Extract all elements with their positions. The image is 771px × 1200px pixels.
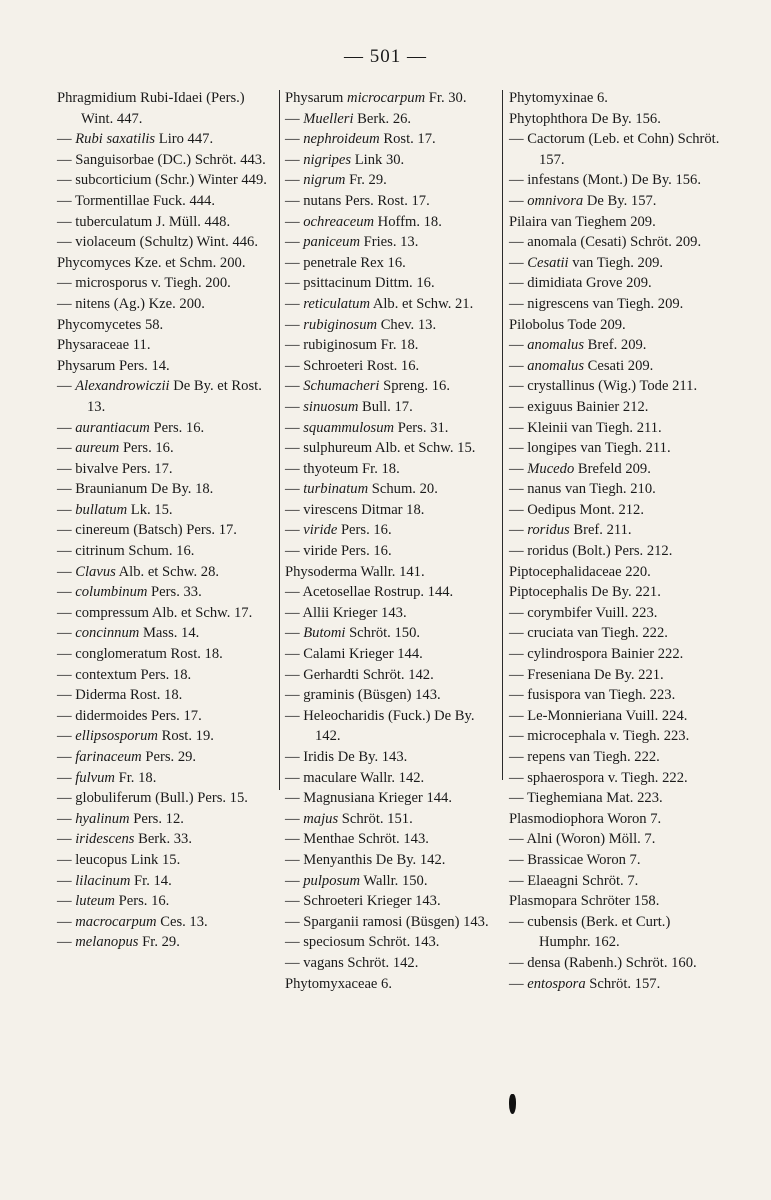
- index-subentry: [285, 953, 499, 974]
- index-entry: [509, 891, 723, 912]
- italic-epithet: aurantiacum: [75, 419, 150, 436]
- index-subentry: [509, 871, 723, 892]
- index-entry: [285, 974, 499, 995]
- entry-text: Alni (Woron) Möll. 7.: [526, 831, 656, 848]
- entry-text: Pers. 33.: [147, 584, 202, 601]
- index-subentry: [509, 623, 723, 644]
- index-subentry: [57, 891, 273, 912]
- entry-text: cylindrospora Bainier 222.: [527, 646, 684, 663]
- index-subentry: [285, 891, 499, 912]
- index-subentry: [57, 376, 273, 417]
- index-entry: [509, 582, 723, 603]
- entry-text: Pers. 16.: [119, 440, 174, 457]
- index-subentry: [285, 418, 499, 439]
- entry-text: microsporus v. Tiegh. 200.: [75, 275, 231, 292]
- index-subentry: [57, 706, 273, 727]
- index-subentry: [57, 685, 273, 706]
- index-subentry: [57, 418, 273, 439]
- ink-blot: [509, 1094, 516, 1114]
- italic-epithet: luteum: [75, 893, 115, 910]
- page-number: — 501 —: [344, 46, 427, 67]
- entry-text: Pilaira van Tieghem 209.: [509, 213, 656, 230]
- entry-text: Plasmodiophora Woron 7.: [509, 810, 662, 827]
- entry-text: Liro 447.: [155, 131, 214, 148]
- entry-text: Pers. 16.: [337, 522, 392, 539]
- index-subentry: [57, 850, 273, 871]
- index-subentry: [509, 191, 723, 212]
- entry-text: Schröt. 157.: [585, 975, 661, 992]
- entry-text: Tieghemiana Mat. 223.: [526, 790, 663, 807]
- entry-text: sulphureum Alb. et Schw. 15.: [303, 440, 476, 457]
- italic-epithet: paniceum: [303, 234, 360, 251]
- entry-text: Pers. 12.: [129, 810, 184, 827]
- entry-text: conglomeratum Rost. 18.: [75, 646, 223, 663]
- entry-text: Calami Krieger 144.: [303, 646, 423, 663]
- entry-text: Menyanthis De By. 142.: [303, 851, 446, 868]
- index-subentry: [509, 129, 723, 170]
- italic-epithet: melanopus: [75, 934, 139, 951]
- italic-epithet: pulposum: [303, 872, 361, 889]
- italic-epithet: Clavus: [75, 563, 116, 580]
- index-subentry: [57, 294, 273, 315]
- index-subentry: [509, 541, 723, 562]
- entry-text: Iridis De By. 143.: [303, 749, 408, 765]
- entry-text: Phytophthora De By. 156.: [509, 110, 661, 127]
- entry-text: Tormentillae Fuck. 444.: [74, 192, 216, 209]
- index-entry: [57, 253, 273, 274]
- entry-text: vagans Schröt. 142.: [303, 954, 419, 971]
- column-divider: [502, 90, 503, 780]
- index-subentry: [285, 582, 499, 603]
- entry-text: Sparganii ramosi (Büsgen) 143.: [303, 913, 489, 930]
- index-subentry: [285, 603, 499, 624]
- index-column-3: [509, 88, 723, 994]
- index-subentry: [57, 912, 273, 933]
- index-entry: [57, 335, 273, 356]
- index-subentry: [285, 788, 499, 809]
- entry-text: Bull. 17.: [358, 398, 413, 415]
- index-subentry: [509, 294, 723, 315]
- index-subentry: [285, 438, 499, 459]
- italic-epithet: farinaceum: [75, 749, 142, 765]
- entry-text: Physarum Pers. 14.: [57, 357, 170, 374]
- italic-epithet: ellipsosporum: [75, 728, 158, 745]
- entry-text: Le-Monnieriana Vuill. 224.: [527, 707, 688, 724]
- entry-text: Fr. 29.: [345, 172, 387, 189]
- entry-text: nutans Pers. Rost. 17.: [303, 192, 430, 209]
- index-subentry: [57, 150, 273, 171]
- entry-text: Piptocephalidaceae 220.: [509, 563, 651, 580]
- entry-text: Phycomycetes 58.: [57, 316, 164, 333]
- index-subentry: [285, 273, 499, 294]
- entry-text: cruciata van Tiegh. 222.: [527, 625, 668, 642]
- italic-epithet: iridescens: [75, 831, 135, 848]
- index-subentry: [285, 665, 499, 686]
- italic-epithet: Mucedo: [527, 460, 575, 477]
- entry-text: virescens Ditmar 18.: [303, 501, 425, 518]
- italic-epithet: reticulatum: [303, 295, 370, 312]
- entry-text: bivalve Pers. 17.: [75, 460, 173, 477]
- entry-text: Phragmidium Rubi-Idaei (Pers.) Wint. 447.: [57, 90, 245, 127]
- index-subentry: [57, 191, 273, 212]
- index-subentry: [57, 541, 273, 562]
- entry-text: Cactorum (Leb. et Cohn) Schröt. 157.: [527, 131, 720, 168]
- entry-text: leucopus Link 15.: [75, 851, 181, 868]
- entry-text: cubensis (Berk. et Curt.) Humphr. 162.: [527, 913, 671, 951]
- entry-text: Pers. 31.: [394, 419, 449, 436]
- entry-text: Fries. 13.: [360, 234, 419, 251]
- index-subentry: [509, 356, 723, 377]
- index-subentry: [285, 191, 499, 212]
- entry-text: Brassicae Woron 7.: [527, 851, 641, 868]
- italic-epithet: nigrum: [303, 172, 346, 189]
- entry-text: Braunianum De By. 18.: [75, 481, 214, 498]
- italic-epithet: bullatum: [75, 501, 128, 518]
- index-subentry: [509, 418, 723, 439]
- entry-text: Mass. 14.: [139, 625, 200, 642]
- entry-text: Rost. 17.: [379, 131, 436, 148]
- index-subentry: [285, 109, 499, 130]
- index-subentry: [57, 273, 273, 294]
- italic-epithet: squammulosum: [303, 419, 395, 436]
- entry-text: Phytomyxinae 6.: [509, 90, 608, 106]
- index-subentry: [509, 644, 723, 665]
- index-subentry: [509, 500, 723, 521]
- entry-text: Phytomyxaceae 6.: [285, 975, 392, 992]
- italic-epithet: anomalus: [527, 357, 585, 374]
- entry-text: Berk. 33.: [134, 831, 192, 848]
- entry-text: Spreng. 16.: [379, 378, 450, 395]
- entry-text: sphaerospora v. Tiegh. 222.: [527, 769, 688, 786]
- entry-text: penetrale Rex 16.: [303, 254, 406, 271]
- entry-text: viride Pers. 16.: [303, 543, 392, 560]
- entry-text: maculare Wallr. 142.: [303, 769, 425, 786]
- entry-text: Menthae Schröt. 143.: [303, 831, 429, 848]
- entry-text: graminis (Büsgen) 143.: [303, 687, 441, 704]
- entry-text: cinereum (Batsch) Pers. 17.: [75, 522, 237, 539]
- index-subentry: [285, 376, 499, 397]
- index-entry: [57, 356, 273, 377]
- index-entry: [509, 109, 723, 130]
- index-subentry: [509, 829, 723, 850]
- index-subentry: [285, 706, 499, 747]
- index-subentry: [285, 397, 499, 418]
- entry-text: Allii Krieger 143.: [302, 604, 407, 621]
- entry-text: violaceum (Schultz) Wint. 446.: [75, 234, 258, 251]
- index-subentry: [57, 623, 273, 644]
- entry-text: Sanguisorbae (DC.) Schröt. 443.: [75, 151, 266, 168]
- index-subentry: [509, 850, 723, 871]
- index-subentry: [285, 644, 499, 665]
- index-subentry: [285, 809, 499, 830]
- entry-text: anomala (Cesati) Schröt. 209.: [527, 234, 702, 251]
- italic-epithet: majus: [303, 810, 339, 827]
- index-subentry: [285, 829, 499, 850]
- index-subentry: [57, 479, 273, 500]
- entry-text: repens van Tiegh. 222.: [527, 749, 660, 765]
- index-subentry: [509, 747, 723, 768]
- index-subentry: [509, 170, 723, 191]
- entry-text: Magnusiana Krieger 144.: [303, 790, 452, 807]
- italic-epithet: turbinatum: [303, 481, 369, 498]
- entry-text: Bref. 211.: [569, 522, 632, 539]
- index-subentry: [285, 932, 499, 953]
- italic-epithet: Cesatii: [527, 254, 569, 271]
- index-subentry: [57, 500, 273, 521]
- index-subentry: [285, 850, 499, 871]
- entry-text: Bref. 209.: [584, 337, 647, 354]
- italic-epithet: sinuosum: [303, 398, 359, 415]
- entry-text: Hoffm. 18.: [374, 213, 442, 230]
- index-subentry: [509, 768, 723, 789]
- entry-text: Rost. 19.: [157, 728, 214, 745]
- index-subentry: [285, 253, 499, 274]
- index-subentry: [509, 335, 723, 356]
- index-subentry: [285, 747, 499, 768]
- entry-text: Physaraceae 11.: [57, 337, 151, 354]
- index-subentry: [509, 273, 723, 294]
- index-subentry: [509, 726, 723, 747]
- index-subentry: [509, 253, 723, 274]
- index-subentry: [285, 479, 499, 500]
- index-entry: [285, 88, 499, 109]
- index-subentry: [57, 603, 273, 624]
- index-subentry: [57, 665, 273, 686]
- entry-text: tuberculatum J. Müll. 448.: [75, 213, 231, 230]
- index-subentry: [57, 212, 273, 233]
- entry-text: Physarum: [285, 90, 348, 106]
- entry-text: speciosum Schröt. 143.: [303, 934, 440, 951]
- entry-text: Elaeagni Schröt. 7.: [527, 872, 639, 889]
- index-subentry: [57, 582, 273, 603]
- italic-epithet: Muelleri: [303, 110, 354, 127]
- italic-epithet: macrocarpum: [75, 913, 157, 930]
- index-entry: [509, 562, 723, 583]
- entry-text: Schroeteri Rost. 16.: [303, 357, 420, 374]
- index-subentry: [285, 212, 499, 233]
- index-subentry: [509, 685, 723, 706]
- index-subentry: [57, 809, 273, 830]
- index-subentry: [509, 438, 723, 459]
- entry-text: Schröt. 151.: [338, 810, 413, 827]
- index-subentry: [509, 665, 723, 686]
- italic-epithet: nephroideum: [303, 131, 380, 148]
- entry-text: Phycomyces Kze. et Schm. 200.: [57, 254, 246, 271]
- entry-text: Alb. et Schw. 28.: [115, 563, 220, 580]
- entry-text: longipes van Tiegh. 211.: [527, 440, 671, 457]
- entry-text: Schum. 20.: [368, 481, 438, 498]
- index-subentry: [57, 520, 273, 541]
- italic-epithet: microcarpum: [347, 90, 426, 106]
- entry-text: subcorticium (Schr.) Winter 449.: [75, 172, 267, 189]
- entry-text: Berk. 26.: [353, 110, 412, 127]
- italic-epithet: anomalus: [527, 337, 585, 354]
- index-subentry: [285, 170, 499, 191]
- index-subentry: [57, 129, 273, 150]
- index-subentry: [509, 974, 723, 995]
- index-subentry: [57, 747, 273, 768]
- entry-text: didermoides Pers. 17.: [75, 707, 202, 724]
- italic-epithet: hyalinum: [75, 810, 130, 827]
- entry-text: Kleinii van Tiegh. 211.: [527, 419, 662, 436]
- entry-text: psittacinum Dittm. 16.: [303, 275, 435, 292]
- italic-epithet: columbinum: [75, 584, 148, 601]
- italic-epithet: Alexandrowiczii: [75, 378, 170, 395]
- index-subentry: [57, 459, 273, 480]
- italic-epithet: viride: [303, 522, 338, 539]
- entry-text: Fr. 14.: [130, 872, 172, 889]
- index-column-2: [285, 88, 499, 994]
- index-subentry: [285, 871, 499, 892]
- entry-text: dimidiata Grove 209.: [527, 275, 652, 292]
- italic-epithet: ochreaceum: [303, 213, 375, 230]
- entry-text: Pers. 29.: [141, 749, 197, 765]
- entry-text: citrinum Schum. 16.: [75, 543, 195, 560]
- index-subentry: [285, 129, 499, 150]
- column-divider: [279, 90, 280, 790]
- entry-text: nigrescens van Tiegh. 209.: [527, 295, 684, 312]
- italic-epithet: rubiginosum: [303, 316, 378, 333]
- entry-text: Lk. 15.: [127, 501, 173, 518]
- index-subentry: [509, 953, 723, 974]
- index-subentry: [509, 603, 723, 624]
- entry-text: nitens (Ag.) Kze. 200.: [75, 295, 205, 312]
- italic-epithet: Schumacheri: [303, 378, 380, 395]
- italic-epithet: omnivora: [527, 192, 584, 209]
- entry-text: fusispora van Tiegh. 223.: [527, 687, 676, 704]
- entry-text: compressum Alb. et Schw. 17.: [75, 604, 253, 621]
- italic-epithet: roridus: [527, 522, 570, 539]
- index-subentry: [57, 788, 273, 809]
- index-subentry: [509, 706, 723, 727]
- entry-text: Piptocephalis De By. 221.: [509, 584, 661, 601]
- entry-text: Diderma Rost. 18.: [75, 687, 183, 704]
- index-subentry: [509, 397, 723, 418]
- entry-text: Cesati 209.: [584, 357, 654, 374]
- italic-epithet: lilacinum: [75, 872, 131, 889]
- index-subentry: [57, 644, 273, 665]
- entry-text: Fr. 30.: [425, 90, 467, 106]
- entry-text: Link 30.: [351, 151, 405, 168]
- italic-epithet: Butomi: [303, 625, 346, 642]
- index-subentry: [285, 232, 499, 253]
- entry-text: Schroeteri Krieger 143.: [303, 893, 441, 910]
- index-subentry: [285, 459, 499, 480]
- index-subentry: [285, 912, 499, 933]
- entry-text: microcephala v. Tiegh. 223.: [527, 728, 690, 745]
- entry-text: van Tiegh. 209.: [568, 254, 664, 271]
- index-subentry: [509, 376, 723, 397]
- index-entry: [509, 212, 723, 233]
- entry-text: Heleocharidis (Fuck.) De By. 142.: [303, 707, 475, 745]
- entry-text: rubiginosum Fr. 18.: [303, 337, 419, 354]
- index-subentry: [509, 232, 723, 253]
- index-entry: [57, 315, 273, 336]
- entry-text: De By. 157.: [583, 192, 657, 209]
- entry-text: corymbifer Vuill. 223.: [527, 604, 658, 621]
- entry-text: Schröt. 150.: [345, 625, 421, 642]
- index-subentry: [285, 768, 499, 789]
- entry-text: De By. et Rost. 13.: [87, 378, 262, 415]
- index-subentry: [285, 685, 499, 706]
- index-subentry: [57, 232, 273, 253]
- index-subentry: [57, 829, 273, 850]
- entry-text: thyoteum Fr. 18.: [303, 460, 400, 477]
- index-subentry: [285, 335, 499, 356]
- index-entry: [509, 88, 723, 109]
- index-entry: [57, 88, 273, 129]
- entry-text: Alb. et Schw. 21.: [370, 295, 474, 312]
- entry-text: Pers. 16.: [114, 893, 170, 910]
- italic-epithet: fulvum: [75, 769, 115, 786]
- entry-text: nanus van Tiegh. 210.: [527, 481, 656, 498]
- entry-text: globuliferum (Bull.) Pers. 15.: [75, 790, 248, 807]
- entry-text: Pilobolus Tode 209.: [509, 316, 626, 333]
- entry-text: Fr. 29.: [138, 934, 180, 951]
- index-subentry: [285, 294, 499, 315]
- index-entry: [509, 809, 723, 830]
- index-subentry: [285, 315, 499, 336]
- entry-text: roridus (Bolt.) Pers. 212.: [527, 543, 673, 560]
- index-subentry: [509, 520, 723, 541]
- entry-text: Gerhardti Schröt. 142.: [303, 666, 434, 683]
- index-subentry: [57, 871, 273, 892]
- index-subentry: [57, 768, 273, 789]
- entry-text: Freseniana De By. 221.: [527, 666, 664, 683]
- index-subentry: [57, 170, 273, 191]
- index-column-1: [57, 88, 273, 953]
- index-subentry: [57, 932, 273, 953]
- index-subentry: [57, 438, 273, 459]
- entry-text: contextum Pers. 18.: [75, 666, 192, 683]
- entry-text: Plasmopara Schröter 158.: [509, 893, 660, 910]
- entry-text: Fr. 18.: [114, 769, 157, 786]
- entry-text: Ces. 13.: [156, 913, 208, 930]
- entry-text: exiguus Bainier 212.: [527, 398, 649, 415]
- index-subentry: [57, 562, 273, 583]
- italic-epithet: Rubi saxatilis: [75, 131, 156, 148]
- entry-text: infestans (Mont.) De By. 156.: [527, 172, 701, 189]
- index-entry: [509, 315, 723, 336]
- index-subentry: [285, 623, 499, 644]
- index-subentry: [509, 912, 723, 953]
- index-subentry: [509, 459, 723, 480]
- italic-epithet: nigripes: [303, 151, 352, 168]
- index-subentry: [57, 726, 273, 747]
- entry-text: densa (Rabenh.) Schröt. 160.: [527, 954, 697, 971]
- index-subentry: [509, 788, 723, 809]
- entry-text: crystallinus (Wig.) Tode 211.: [527, 378, 698, 395]
- entry-text: Brefeld 209.: [574, 460, 651, 477]
- index-entry: [285, 562, 499, 583]
- entry-text: Acetosellae Rostrup. 144.: [302, 584, 454, 601]
- entry-text: Chev. 13.: [377, 316, 437, 333]
- index-subentry: [285, 500, 499, 521]
- index-subentry: [285, 520, 499, 541]
- italic-epithet: concinnum: [75, 625, 140, 642]
- index-subentry: [285, 541, 499, 562]
- entry-text: Wallr. 150.: [360, 872, 428, 889]
- index-subentry: [509, 479, 723, 500]
- entry-text: Oedipus Mont. 212.: [527, 501, 644, 518]
- index-subentry: [285, 150, 499, 171]
- entry-text: Physoderma Wallr. 141.: [285, 563, 425, 580]
- entry-text: Pers. 16.: [149, 419, 205, 436]
- index-subentry: [285, 356, 499, 377]
- italic-epithet: entospora: [527, 975, 586, 992]
- italic-epithet: aureum: [75, 440, 120, 457]
